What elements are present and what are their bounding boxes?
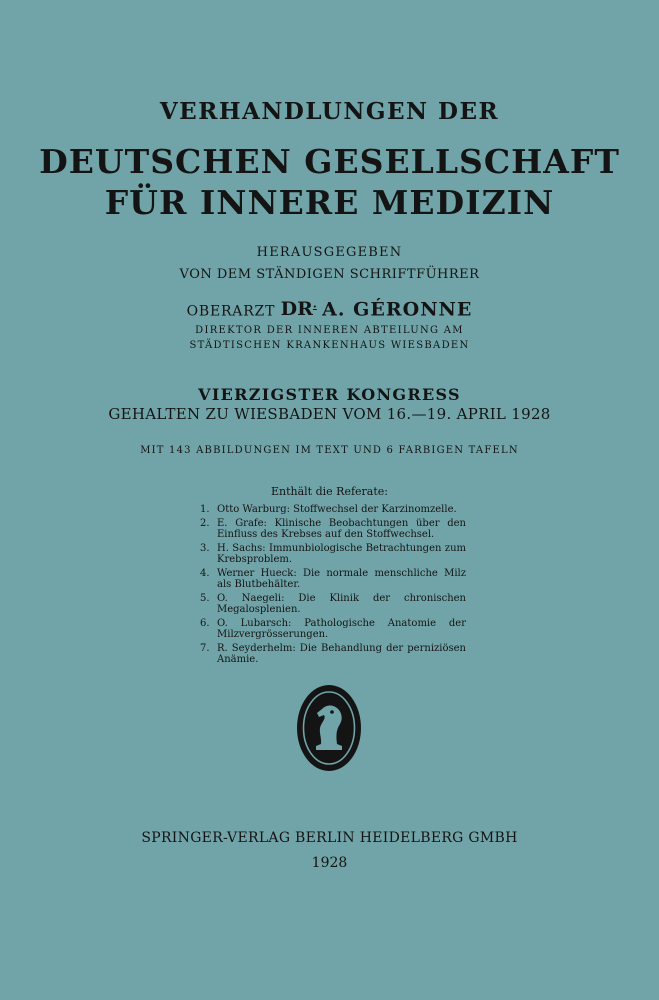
editor-prefix: OBERARZT <box>186 303 276 320</box>
reference-number: 1. <box>200 504 210 515</box>
editor-intro: HERAUSGEGEBEN <box>256 245 403 260</box>
editor-role: VON DEM STÄNDIGEN SCHRIFTFÜHRER <box>179 267 480 282</box>
reference-text: E. Grafe: Klinische Beobachtungen über den Einfluss des Krebses auf den Stoffwechsel. <box>217 517 466 540</box>
congress-details: GEHALTEN ZU WIESBADEN VOM 16.—19. APRIL 1928 <box>108 405 551 423</box>
editor-dr-suffix: . <box>312 298 317 311</box>
reference-text: R. Seyderhelm: Die Behandlung der perniziösen Anämie. <box>217 642 466 665</box>
reference-text: O. Lubarsch: Pathologische Anatomie der Milzvergrösserungen. <box>217 617 466 640</box>
reference-number: 3. <box>200 542 210 554</box>
reference-text: Werner Hueck: Die normale menschliche Milz als Blutbehälter. <box>217 567 466 590</box>
illustrations-note: MIT 143 ABBILDUNGEN IM TEXT UND 6 FARBIGEN TAFELN <box>140 445 519 456</box>
congress-title: VIERZIGSTER KONGRESS <box>198 385 461 404</box>
editor-name-line <box>0 298 659 320</box>
reference-item <box>200 518 466 541</box>
reference-item <box>200 643 466 666</box>
reference-item <box>200 568 466 591</box>
reference-text: Otto Warburg: Stoffwechsel der Karzinomzelle. <box>217 504 457 515</box>
reference-item <box>200 504 466 516</box>
editor-name: A. GÉRONNE <box>322 298 473 321</box>
references-heading: Enthält die Referate: <box>270 485 388 498</box>
title-line-1: VERHANDLUNGEN DER <box>159 98 500 125</box>
reference-number: 2. <box>200 517 210 529</box>
reference-text: O. Naegeli: Die Klinik der chronischen Megalosplenien. <box>217 592 466 615</box>
reference-number: 6. <box>200 617 210 629</box>
editor-affiliation-2: STÄDTISCHEN KRANKENHAUS WIESBADEN <box>189 340 470 351</box>
reference-number: 7. <box>200 642 210 654</box>
editor-affiliation-1: DIREKTOR DER INNEREN ABTEILUNG AM <box>195 325 464 336</box>
editor-dr <box>281 298 317 320</box>
publication-year: 1928 <box>311 855 348 871</box>
reference-number: 4. <box>200 567 210 579</box>
title-line-2: DEUTSCHEN GESELLSCHAFT <box>39 142 620 181</box>
publisher-name: SPRINGER-VERLAG BERLIN HEIDELBERG GMBH <box>141 830 518 846</box>
reference-item <box>200 618 466 641</box>
editor-dr-text: DR <box>280 298 313 321</box>
publisher-seal-icon <box>296 684 362 772</box>
title-line-3: FÜR INNERE MEDIZIN <box>104 183 555 222</box>
reference-number: 5. <box>200 592 210 604</box>
reference-item <box>200 543 466 566</box>
references-list <box>200 504 466 668</box>
reference-text: H. Sachs: Immunbiologische Betrachtungen zum Krebsproblem. <box>217 542 466 565</box>
reference-item <box>200 593 466 616</box>
